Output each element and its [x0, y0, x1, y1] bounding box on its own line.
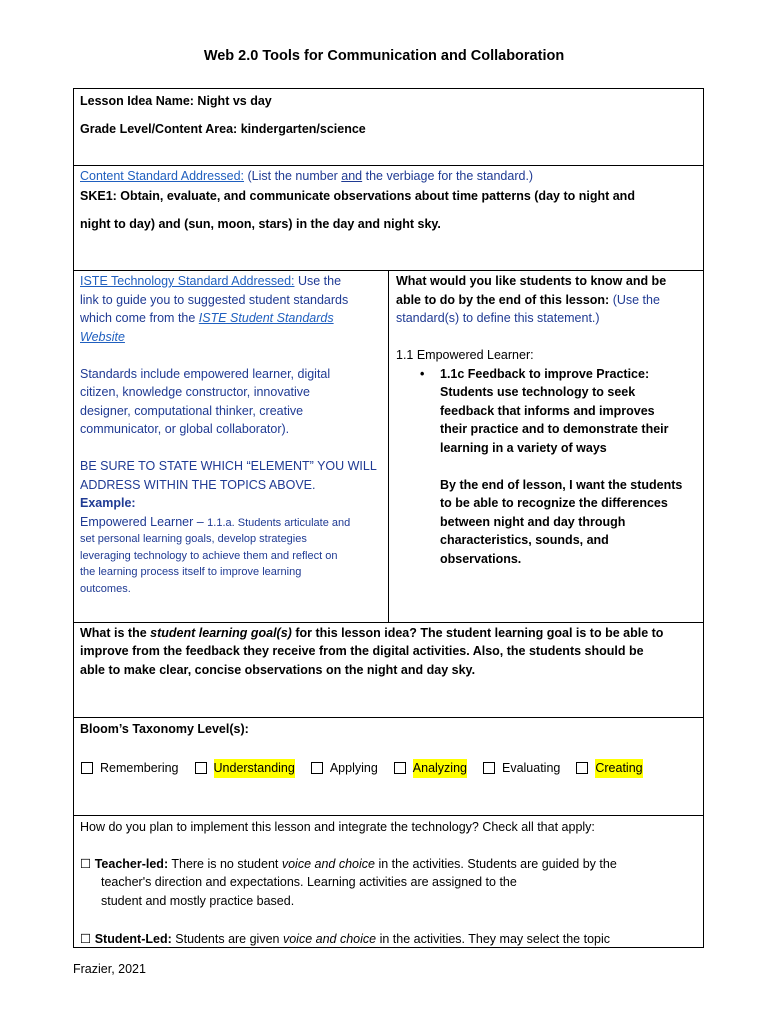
know-and-do-cell: What would you like students to know and be able to do by the end of this lesson: (Use the standard(s) to define this statement.) 1.1 Empowered Learner: • 1.1c Feedback to improve Practice: Students use technology to seek feedback that informs and improves their practice and to demonstrate their learning in a variety of ways By the end of lesson, I want the students to be able to recognize the differences between night and day through characteristics, sounds, and observations. [396, 272, 700, 568]
content-standard-row [74, 166, 703, 270]
bloom-remembering[interactable]: Remembering [81, 759, 179, 778]
page-title: Web 2.0 Tools for Communication and Collaboration [203, 48, 565, 64]
checkbox-icon[interactable]: ☐ [80, 932, 92, 946]
checkbox-icon[interactable] [394, 762, 406, 774]
checkbox-icon[interactable] [483, 762, 495, 774]
bloom-applying[interactable]: Applying [311, 759, 378, 778]
example-label: Example: [80, 496, 136, 510]
bloom-label: Bloom’s Taxonomy Level(s): [80, 722, 249, 736]
implementation-row: How do you plan to implement this lesson and integrate the technology? Check all that apply: ☐ Teacher-led: There is no student voice and choice in the activities. Students are guided by the teacher's direction and expectations. Learning activities are assigned to the student and mostly practice based. ☐ Student-Led: Students are given voice and choice in the activities. They may select the topic [74, 816, 703, 948]
lesson-name-line: Lesson Idea Name: Night vs day [80, 94, 272, 108]
grade-level-line: Grade Level/Content Area: kindergarten/science [80, 122, 366, 136]
bloom-levels [81, 759, 643, 778]
checkbox-icon[interactable] [311, 762, 323, 774]
iste-standards-link[interactable]: ISTE Student Standards [198, 311, 334, 325]
footer-credit: Frazier, 2021 [73, 962, 146, 976]
learning-goal-row: What is the student learning goal(s) for this lesson idea? The student learning goal is to be able to improve from the feedback they receive from the digital activities. Also, the students should be able to make clear, concise observations on the night and day sky. [80, 626, 664, 677]
iste-standard-label: ISTE Technology Standard Addressed: [80, 274, 295, 288]
bloom-evaluating[interactable]: Evaluating [483, 759, 560, 778]
lesson-info-row [74, 89, 703, 165]
iste-website-link[interactable]: Website [80, 329, 125, 344]
grade-level-value: kindergarten/science [240, 122, 366, 136]
teacher-led-option[interactable]: ☐ Teacher-led: There is no student voice and choice in the activities. Students are guided by the [80, 857, 617, 871]
checkbox-icon[interactable] [81, 762, 93, 774]
lesson-name-value: Night vs day [197, 94, 272, 108]
lesson-plan-table [73, 88, 704, 948]
bloom-analyzing[interactable]: Analyzing [394, 759, 467, 778]
implementation-question: How do you plan to implement this lesson and integrate the technology? Check all that apply: [80, 820, 595, 834]
bullet-feedback: • 1.1c Feedback to improve Practice: Students use technology to seek feedback that informs and improves their practice and to demonstrate their learning in a variety of ways By the end of lesson, I want the students to be able to recognize the differences between night and day through characteristics, sounds, and observations. [420, 366, 683, 566]
standard-heading: 1.1 Empowered Learner: [396, 348, 534, 362]
content-standard-heading: Content Standard Addressed: (List the number and the verbiage for the standard.) [80, 169, 534, 183]
content-standard-text-2: night to day) and (sun, moon, stars) in the day and night sky. [80, 217, 441, 231]
student-led-option[interactable]: ☐ Student-Led: Students are given voice and choice in the activities. They may select the topic [80, 932, 610, 946]
bloom-creating[interactable]: Creating [576, 759, 642, 778]
content-standard-label: Content Standard Addressed: [80, 169, 245, 183]
checkbox-icon[interactable]: ☐ [80, 857, 92, 871]
bloom-understanding[interactable]: Understanding [195, 759, 295, 778]
checkbox-icon[interactable] [195, 762, 207, 774]
content-standard-text-1: SKE1: Obtain, evaluate, and communicate observations about time patterns (day to night and [80, 189, 635, 203]
bloom-taxonomy-row [74, 718, 703, 815]
iste-standard-cell: ISTE Technology Standard Addressed: Use the link to guide you to suggested student standards which come from the ISTE Student Standards Website Standards include empowered learner, digital citizen, knowledge constructor, innovative designer, computational thinker, creative communicator, or global collaborator). BE SURE TO STATE WHICH “ELEMENT” YOU WILL ADDRESS WITHIN THE TOPICS ABOVE. Example: Empowered Learner – 1.1.a. Students articulate and set personal learning goals, develop strategies leveraging technology to achieve them and reflect on the learning process itself to improve learning outcomes. [80, 272, 384, 597]
checkbox-icon[interactable] [576, 762, 588, 774]
